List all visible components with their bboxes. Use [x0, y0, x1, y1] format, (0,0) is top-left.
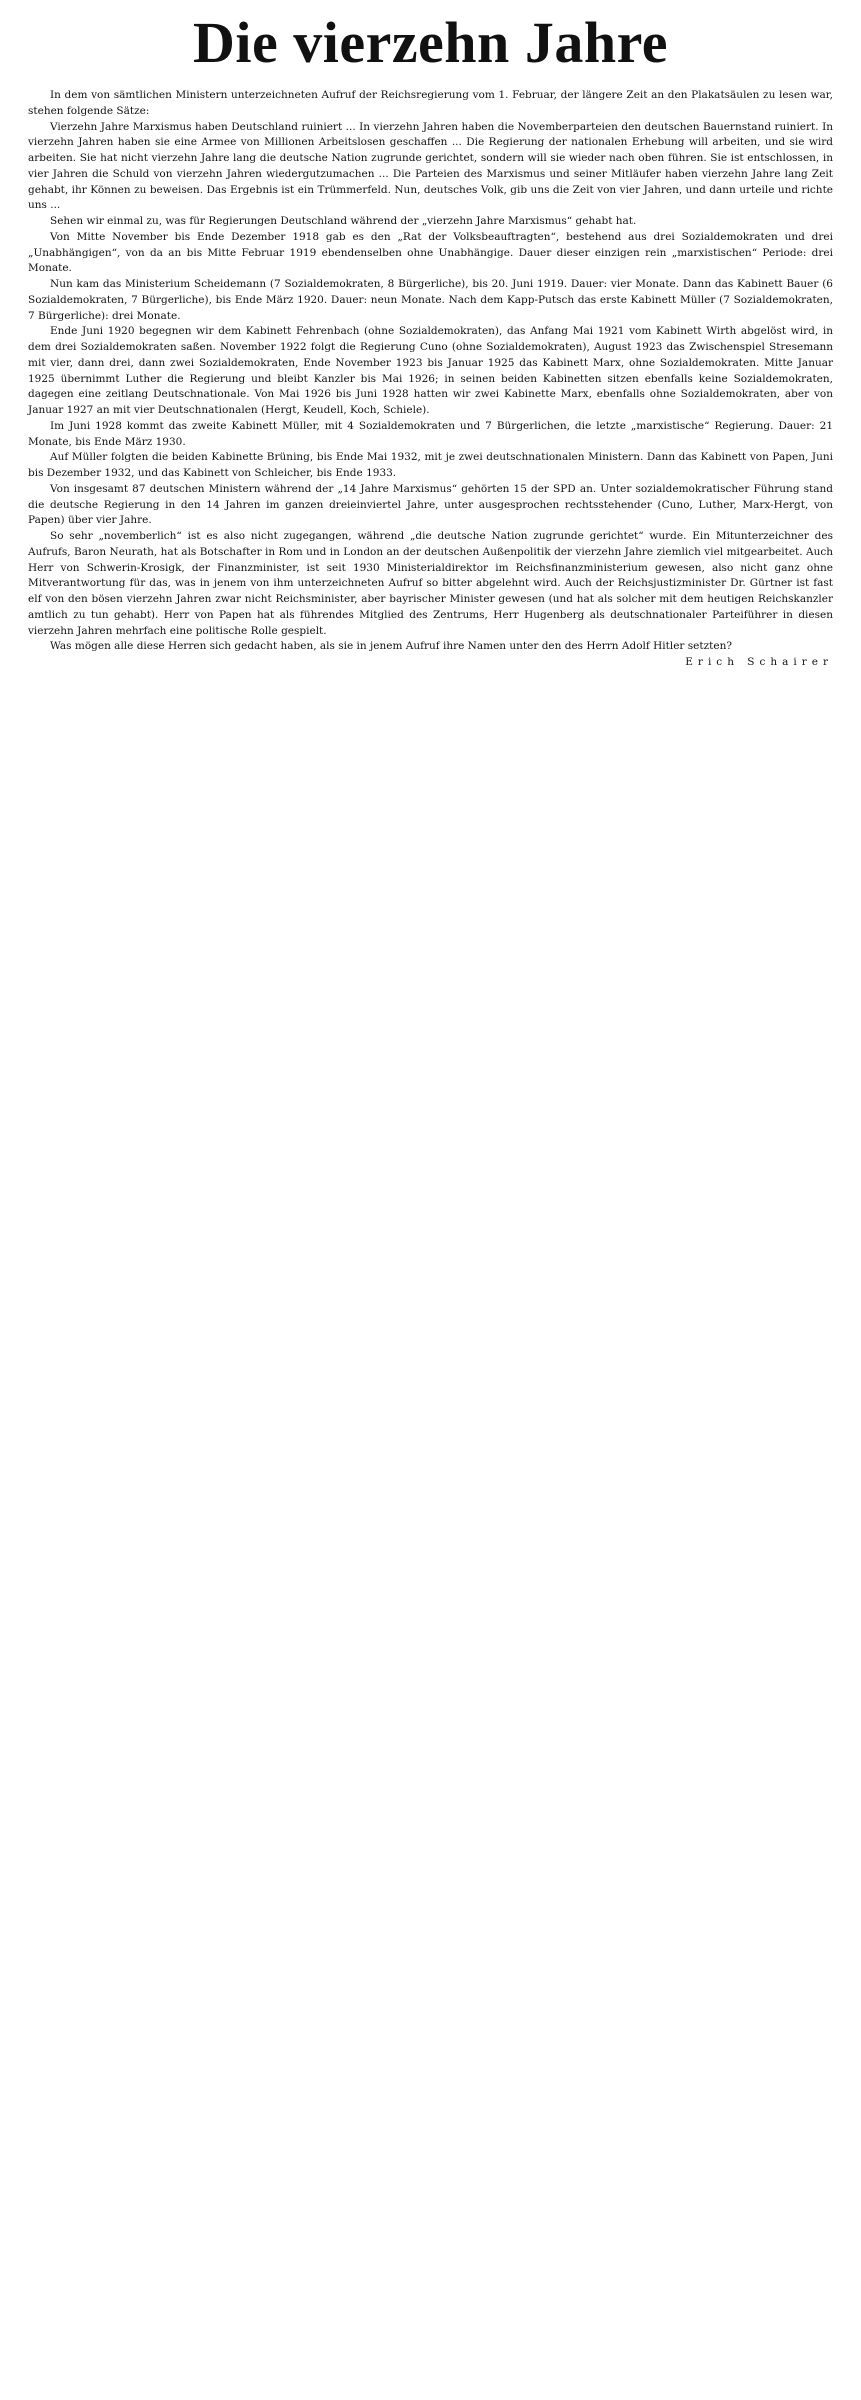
paragraph-cosigners: So sehr „novemberlich“ ist es also nicht zugegangen, während „die deutsche Nation zugrunde gerichtet“ wurde. Ein Mitunterzeichner des Aufrufs, Baron Neurath, hat als Botschafter in Rom und in London an der deutschen Außenpolitik der vierzehn Jahre ziemlich viel mitgearbeitet. Auch Herr von Schwerin-Krosigk, der Finanzminister, ist seit 1930 Ministerialdirektor im Reichsfinanzministerium gewesen, also nicht ganz ohne Mitverantwortung für das, was in jenem von ihm unterzeichneten Aufruf so bitter abgelehnt wird. Auch der Reichsjustizminister Dr. Gürtner ist fast elf von den bösen vierzehn Jahren zwar nicht Reichsminister, aber bayrischer Minister gewesen (und hat als solcher mit dem heutigen Reichskanzler amtlich zu tun gehabt). Herr von Papen hat als führendes Mitglied des Zentrums, Herr Hugenberg als deutschnationaler Parteiführer in diesen vierzehn Jahren mehrfach eine politische Rolle gespielt. — [28, 530, 833, 637]
paragraph-scheidemann-bauer: Nun kam das Ministerium Scheidemann (7 Sozialdemokraten, 8 Bürgerliche), bis 20. Juni 1919. Dauer: vier Monate. Dann das Kabinett Bauer (6 Sozialdemokraten, 7 Bürgerliche), bis Ende März 1920. Dauer: neun Monate. Nach dem Kapp-Putsch das erste Kabinett Müller (7 Sozialdemokraten, 7 Bürgerliche): drei Monate. — [28, 278, 833, 322]
paragraph-intro: In dem von sämtlichen Ministern unterzeichneten Aufruf der Reichsregierung vom 1. Februar, der längere Zeit an den Plakatsäulen zu lesen war, stehen folgende Sätze: — [28, 89, 833, 117]
paragraph-closing-question: Was mögen alle diese Herren sich gedacht haben, als sie in jenem Aufruf ihre Namen unter den des Herrn Adolf Hitler setzten? — [50, 640, 732, 653]
paragraph-council-of-deputies: Von Mitte November bis Ende Dezember 1918 gab es den „Rat der Volksbeauftragten“, bestehend aus drei Sozialdemokraten und drei „Unabhängigen“, von da an bis Mitte Februar 1919 ebendenselben ohne Unabhängige. Dauer dieser einzigen rein „marxistischen“ Periode: drei Monate. — [28, 230, 833, 275]
paragraph-quoted-appeal: Vierzehn Jahre Marxismus haben Deutschland ruiniert ... In vierzehn Jahren haben die Novemberparteien den deutschen Bauernstand ruiniert. In vierzehn Jahren haben sie eine Armee von Millionen Arbeitslosen geschaffen ... Die Regierung der nationalen Erhebung will arbeiten, und sie wird arbeiten. Sie hat nicht vierzehn Jahre lang die deutsche Nation zugrunde gerichtet, sondern will sie wieder nach oben führen. Sie ist entschlossen, in vier Jahren die Schuld von vierzehn Jahren wiedergutzumachen ... Die Parteien des Marxismus und seiner Mitläufer haben vierzehn Jahre lang Zeit gehabt, ihr Können zu beweisen. Das Ergebnis ist ein Trümmerfeld. Nun, deutsches Volk, gib uns die Zeit von vier Jahren, und dann urteile und richte uns ... — [28, 120, 833, 212]
paragraph-fehrenbach-to-marx: Ende Juni 1920 begegnen wir dem Kabinett Fehrenbach (ohne Sozialdemokraten), das Anfang Mai 1921 vom Kabinett Wirth abgelöst wird, in dem drei Sozialdemokraten saßen. November 1922 folgt die Regierung Cuno (ohne Sozialdemokraten), August 1923 das Zwischenspiel Stresemann mit vier, dann drei, dann zwei Sozialdemokraten, Ende November 1923 bis Januar 1925 das Kabinett Marx, ohne Sozialdemokraten. Mitte Januar 1925 übernimmt Luther die Regierung und bleibt Kanzler bis Mai 1926; in seinen beiden Kabinetten sitzen ebenfalls keine Sozialdemokraten, dagegen eine zeitlang Deutschnationale. Von Mai 1926 bis Juni 1928 hatten wir zwei Kabinette Marx, ebenfalls ohne Sozialdemokraten, aber von Januar 1927 an mit vier Deutschnationalen (Hergt, Keudell, Koch, Schiele). — [28, 325, 833, 416]
paragraph-statistics: Von insgesamt 87 deutschen Ministern während der „14 Jahre Marxismus“ gehörten 15 der SPD an. Unter sozialdemokratischer Führung stand die deutsche Regierung in den 14 Jahren im ganzen dreieinviertel Jahre, unter ausgesprochen rechtsstehender (Cuno, Luther, Marx-Hergt, von Papen) über vier Jahre. — [28, 482, 833, 527]
paragraph-question: Sehen wir einmal zu, was für Regierungen Deutschland während der „vierzehn Jahre Marxismus“ gehabt hat. — [50, 215, 637, 227]
article-page — [28, 0, 833, 2400]
article-body — [28, 88, 833, 655]
paragraph-second-mueller: Im Juni 1928 kommt das zweite Kabinett Müller, mit 4 Sozialdemokraten und 7 Bürgerlichen, die letzte „marxistische“ Regierung. Dauer: 21 Monate, bis Ende März 1930. — [28, 419, 833, 448]
paragraph-bruening-papen-schleicher: Auf Müller folgten die beiden Kabinette Brüning, bis Ende Mai 1932, mit je zwei deutschnationalen Ministern. Dann das Kabinett von Papen, Juni bis Dezember 1932, und das Kabinett von Schleicher, bis Ende 1933. — [28, 451, 833, 479]
author-signature: Erich Schairer — [685, 656, 833, 668]
article-title: Die vierzehn Jahre — [192, 10, 669, 75]
